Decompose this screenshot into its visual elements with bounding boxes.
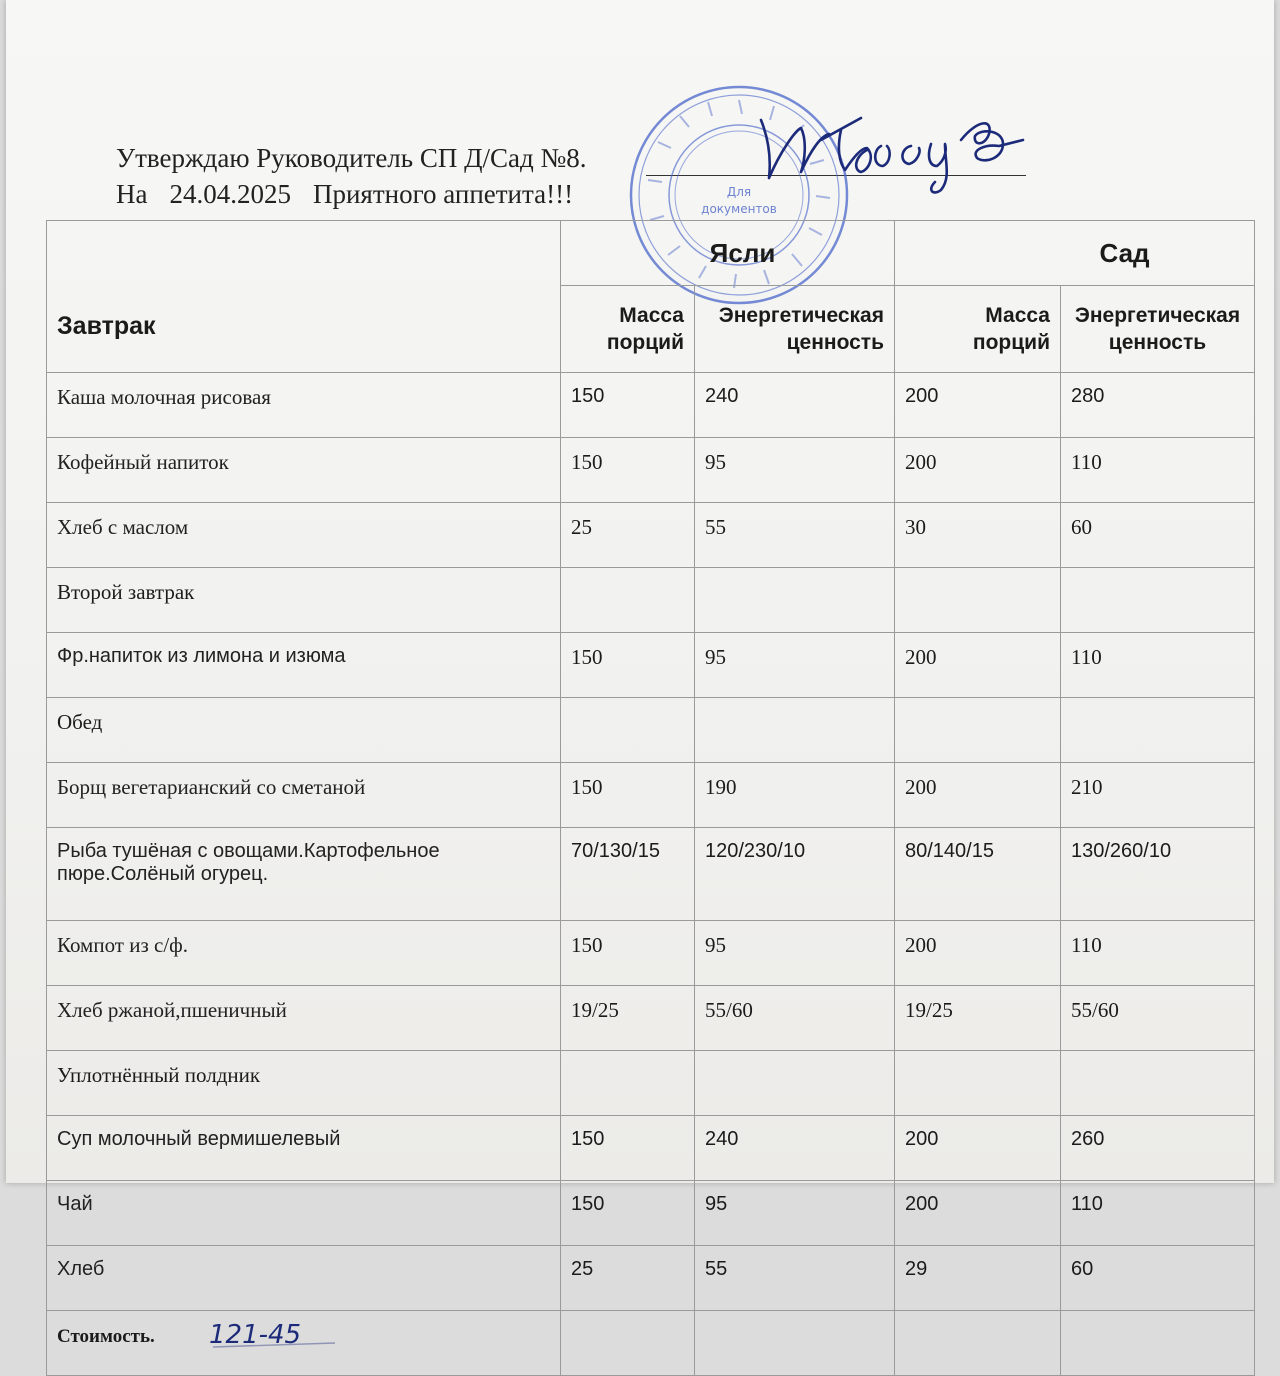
nursery-mass: 150: [561, 1181, 695, 1246]
table-row: [47, 1181, 1255, 1246]
table-row: [47, 373, 1255, 438]
kindergarten-energy: 110: [1061, 1181, 1255, 1246]
signature: [741, 100, 1031, 200]
kindergarten-mass: 200: [895, 438, 1061, 503]
table-row: [47, 828, 1255, 921]
dish-name: Рыба тушёная с овощами.Картофельное пюре.Солёный огурец.: [47, 828, 561, 921]
kindergarten-energy: 110: [1061, 633, 1255, 698]
cost-value: 121-45: [209, 1320, 302, 1350]
table-row: [47, 438, 1255, 503]
dish-name: Кофейный напиток: [47, 438, 561, 503]
greeting: Приятного аппетита!!!: [312, 179, 574, 209]
menu-sheet: [6, 0, 1274, 1350]
nursery-mass: 150: [561, 763, 695, 828]
nursery-energy: 95: [695, 921, 895, 986]
kindergarten-mass: 200: [895, 763, 1061, 828]
breakfast-header: Завтрак: [47, 221, 561, 373]
nursery-energy: 55: [695, 503, 895, 568]
kindergarten-energy: 110: [1061, 921, 1255, 986]
table-row: [47, 633, 1255, 698]
section-row: [47, 568, 1255, 633]
date-prefix: На: [116, 179, 148, 209]
nursery-header: Ясли: [561, 221, 895, 286]
cost-cell: [47, 1311, 561, 1376]
stamp-text-1: Для: [726, 185, 752, 199]
nursery-energy: 240: [695, 373, 895, 438]
kindergarten-header: Сад: [895, 221, 1255, 286]
nursery-mass: 150: [561, 438, 695, 503]
section-afternoon-snack: Уплотнённый полдник: [47, 1051, 561, 1116]
kindergarten-energy: 210: [1061, 763, 1255, 828]
table-row: [47, 763, 1255, 828]
kindergarten-energy: 280: [1061, 373, 1255, 438]
dish-name: Чай: [47, 1181, 561, 1246]
dish-name: Компот из с/ф.: [47, 921, 561, 986]
nursery-mass-header: Масса порций: [561, 286, 695, 373]
kindergarten-energy: 60: [1061, 503, 1255, 568]
kindergarten-mass: 200: [895, 921, 1061, 986]
nursery-energy: 55/60: [695, 986, 895, 1051]
nursery-energy: 95: [695, 633, 895, 698]
section-lunch: Обед: [47, 698, 561, 763]
dish-name: Суп молочный вермишелевый: [47, 1116, 561, 1181]
table-header-row: [47, 221, 1255, 286]
nursery-energy-header: Энергетическая ценность: [695, 286, 895, 373]
table-row: [47, 503, 1255, 568]
table-row: [47, 1246, 1255, 1311]
nursery-mass: 70/130/15: [561, 828, 695, 921]
kindergarten-mass: 200: [895, 373, 1061, 438]
kindergarten-mass-header: Масса порций: [895, 286, 1061, 373]
dish-name: Хлеб: [47, 1246, 561, 1311]
dish-name: Хлеб с маслом: [47, 503, 561, 568]
nursery-energy: 95: [695, 438, 895, 503]
nursery-energy: 55: [695, 1246, 895, 1311]
menu-date: 24.04.2025: [169, 179, 291, 209]
dish-name: Борщ вегетарианский со сметаной: [47, 763, 561, 828]
nursery-mass: 150: [561, 921, 695, 986]
kindergarten-mass: 30: [895, 503, 1061, 568]
nursery-energy: 95: [695, 1181, 895, 1246]
dish-name: Каша молочная рисовая: [47, 373, 561, 438]
kindergarten-energy: 55/60: [1061, 986, 1255, 1051]
kindergarten-energy: 260: [1061, 1116, 1255, 1181]
nursery-mass: 150: [561, 373, 695, 438]
dish-name: Фр.напиток из лимона и изюма: [47, 633, 561, 698]
approval-line: Утверждаю Руководитель СП Д/Сад №8.: [116, 143, 587, 173]
stamp-text-2: документов: [701, 202, 777, 216]
section-second-breakfast: Второй завтрак: [47, 568, 561, 633]
kindergarten-mass: 200: [895, 1116, 1061, 1181]
kindergarten-mass: 200: [895, 1181, 1061, 1246]
menu-table: [46, 220, 1255, 1376]
cost-label: Стоимость.: [57, 1326, 155, 1347]
nursery-energy: 120/230/10: [695, 828, 895, 921]
table-row: [47, 921, 1255, 986]
document-header: [116, 140, 595, 212]
kindergarten-mass: 29: [895, 1246, 1061, 1311]
kindergarten-mass: 19/25: [895, 986, 1061, 1051]
section-row: [47, 698, 1255, 763]
cost-row: [47, 1311, 1255, 1376]
kindergarten-energy: 60: [1061, 1246, 1255, 1311]
nursery-mass: 25: [561, 1246, 695, 1311]
date-line: [116, 176, 595, 212]
nursery-energy: 190: [695, 763, 895, 828]
dish-name: Хлеб ржаной,пшеничный: [47, 986, 561, 1051]
kindergarten-energy: 110: [1061, 438, 1255, 503]
nursery-mass: 150: [561, 633, 695, 698]
nursery-mass: 25: [561, 503, 695, 568]
kindergarten-energy: 130/260/10: [1061, 828, 1255, 921]
kindergarten-mass: 200: [895, 633, 1061, 698]
section-row: [47, 1051, 1255, 1116]
nursery-energy: 240: [695, 1116, 895, 1181]
table-row: [47, 1116, 1255, 1181]
kindergarten-energy-header: Энергетическая ценность: [1061, 286, 1255, 373]
handwritten-cost: [205, 1315, 345, 1353]
table-row: [47, 986, 1255, 1051]
nursery-mass: 150: [561, 1116, 695, 1181]
nursery-mass: 19/25: [561, 986, 695, 1051]
kindergarten-mass: 80/140/15: [895, 828, 1061, 921]
